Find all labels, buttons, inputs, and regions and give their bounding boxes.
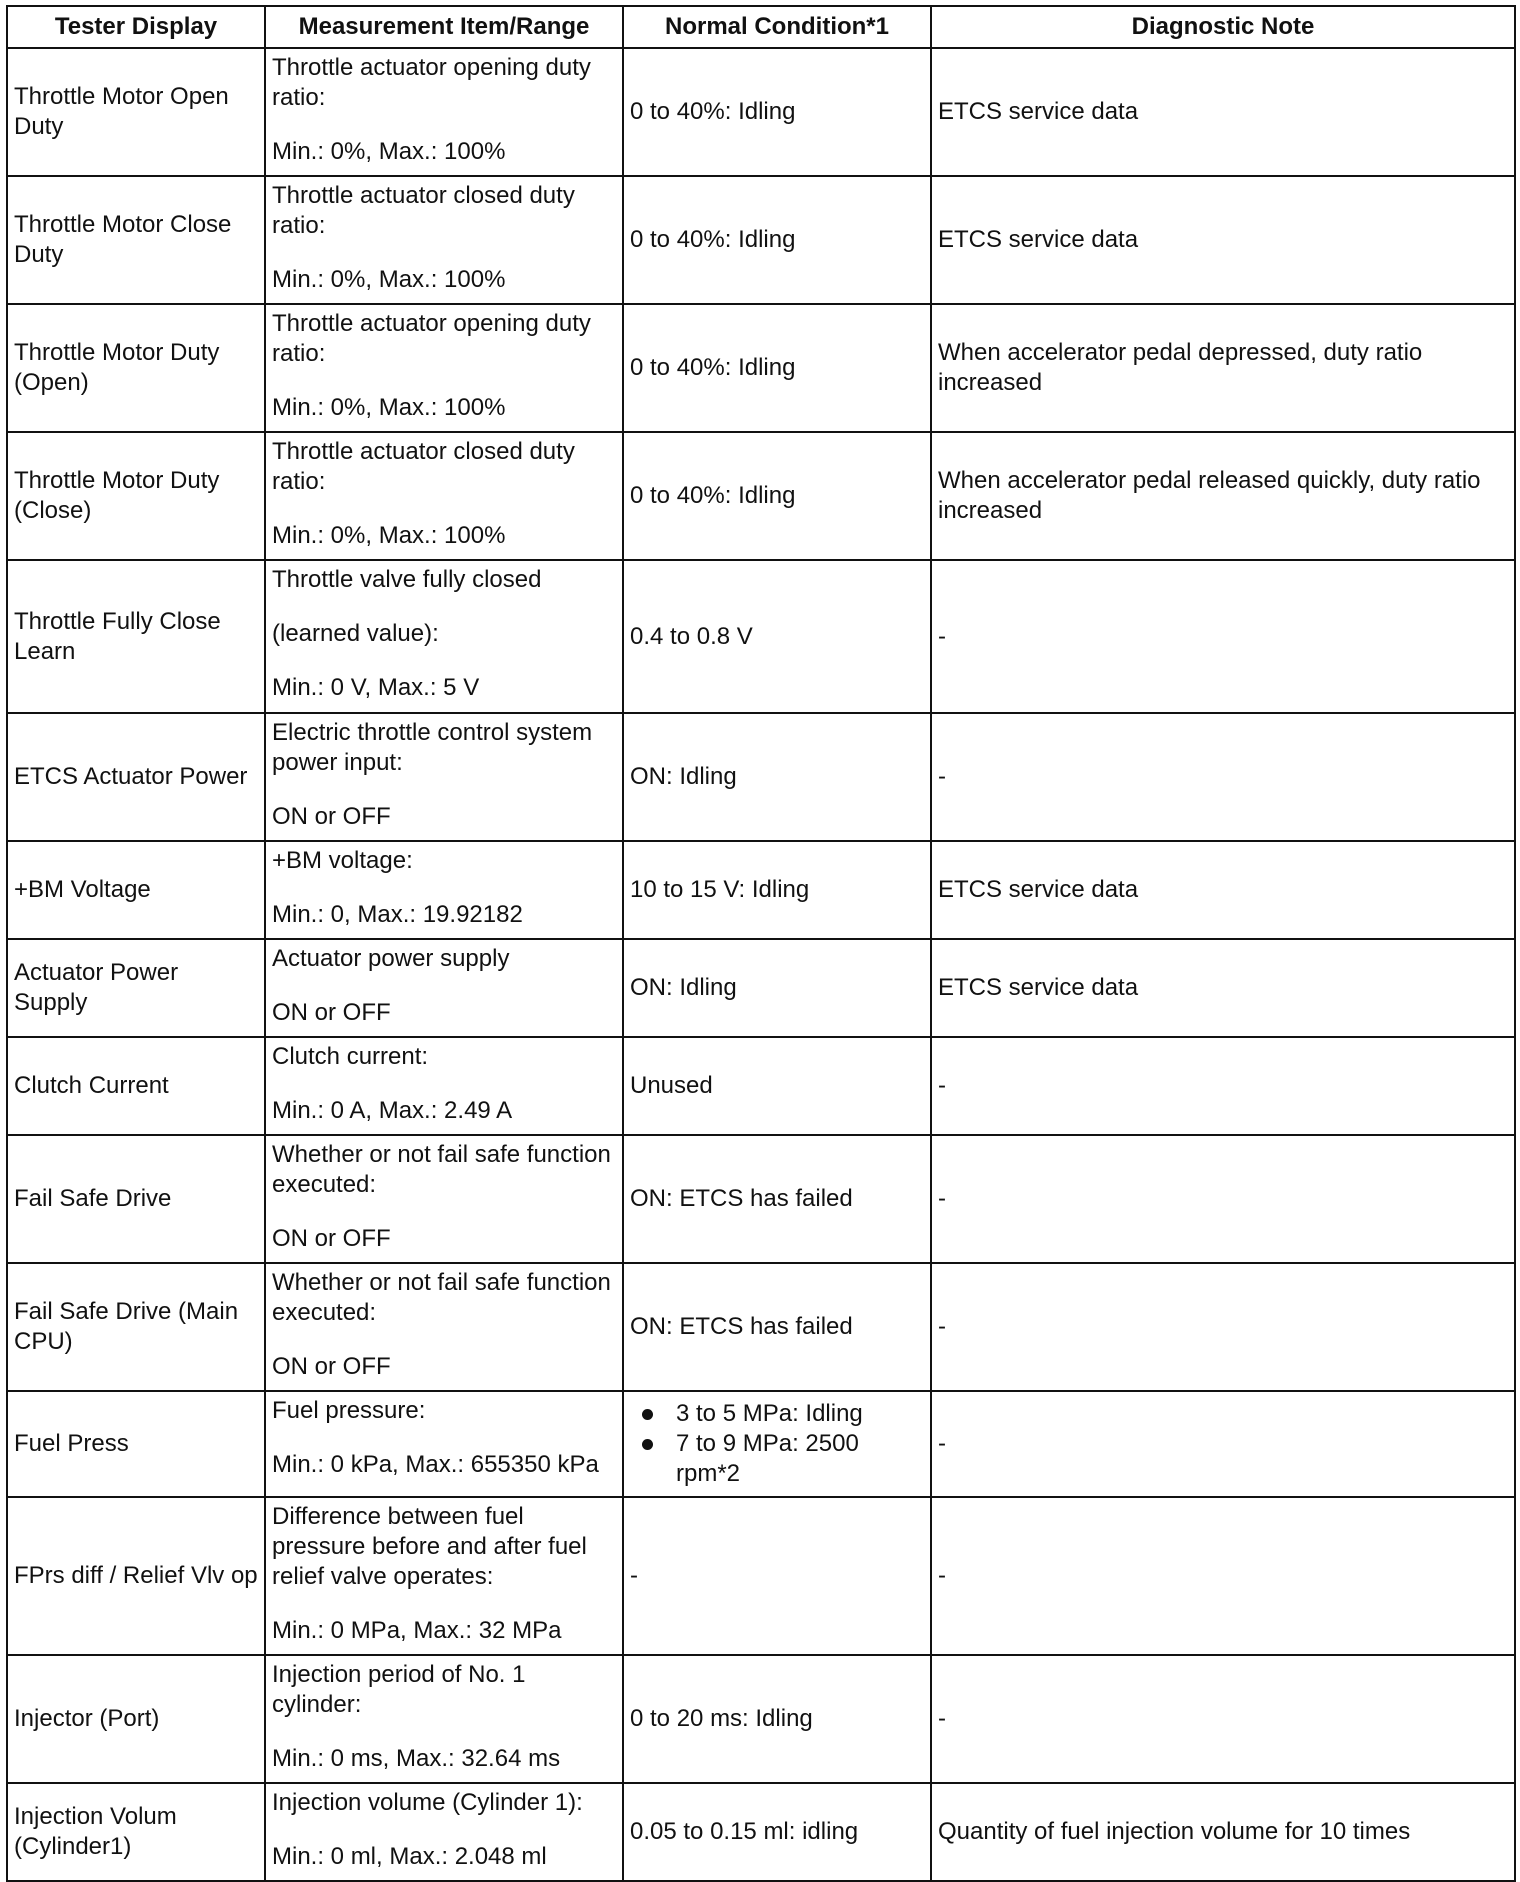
cell-diagnostic-note: ETCS service data	[931, 48, 1515, 176]
measurement-line: Min.: 0 V, Max.: 5 V	[272, 674, 480, 701]
cell-diagnostic-note: When accelerator pedal depressed, duty ratio increased	[931, 304, 1515, 432]
cell-diagnostic-note: -	[931, 1037, 1515, 1135]
measurement-line: Min.: 0, Max.: 19.92182	[272, 901, 523, 928]
measurement-line: Min.: 0 MPa, Max.: 32 MPa	[272, 1617, 562, 1644]
spec-table-page	[6, 5, 1514, 1882]
cell-normal-condition: ON: Idling	[623, 713, 931, 841]
cell-normal-condition	[623, 1391, 931, 1497]
cell-diagnostic-note: -	[931, 1135, 1515, 1263]
table-row	[7, 1655, 1515, 1783]
measurement-line: +BM voltage:	[272, 847, 413, 874]
cell-tester-display: +BM Voltage	[7, 841, 265, 939]
cell-normal-condition: 0.05 to 0.15 ml: idling	[623, 1783, 931, 1881]
cell-normal-condition: ON: ETCS has failed	[623, 1135, 931, 1263]
measurement-line: Min.: 0%, Max.: 100%	[272, 138, 506, 165]
cell-measurement-item	[265, 1655, 623, 1783]
header-measurement-item: Measurement Item/Range	[265, 6, 623, 48]
cell-measurement-item	[265, 432, 623, 560]
cell-measurement-item	[265, 176, 623, 304]
table-row	[7, 560, 1515, 713]
cell-tester-display: FPrs diff / Relief Vlv op	[7, 1497, 265, 1655]
measurement-line: Injection period of No. 1 cylinder:	[272, 1661, 526, 1718]
measurement-line: Clutch current:	[272, 1043, 429, 1070]
measurement-line: Difference between fuel pressure before and after fuel relief valve operates:	[272, 1503, 587, 1590]
table-row	[7, 939, 1515, 1037]
condition-bullet-item: 7 to 9 MPa: 2500 rpm*2	[676, 1429, 924, 1489]
line-gap	[272, 1200, 616, 1224]
line-gap	[272, 1818, 616, 1842]
cell-tester-display: ETCS Actuator Power	[7, 713, 265, 841]
cell-normal-condition: 0 to 40%: Idling	[623, 304, 931, 432]
table-row	[7, 176, 1515, 304]
cell-normal-condition: -	[623, 1497, 931, 1655]
line-gap	[272, 876, 616, 900]
table-row	[7, 432, 1515, 560]
table-row	[7, 1263, 1515, 1391]
measurement-line: Min.: 0%, Max.: 100%	[272, 522, 506, 549]
cell-normal-condition: ON: Idling	[623, 939, 931, 1037]
line-gap	[272, 113, 616, 137]
cell-normal-condition: 0 to 40%: Idling	[623, 48, 931, 176]
measurement-line: Whether or not fail safe function executed:	[272, 1141, 611, 1198]
cell-tester-display: Clutch Current	[7, 1037, 265, 1135]
line-gap	[272, 1072, 616, 1096]
cell-diagnostic-note: ETCS service data	[931, 176, 1515, 304]
cell-normal-condition: 0 to 20 ms: Idling	[623, 1655, 931, 1783]
line-gap	[272, 241, 616, 265]
cell-measurement-item	[265, 939, 623, 1037]
cell-measurement-item	[265, 1783, 623, 1881]
cell-tester-display: Fail Safe Drive (Main CPU)	[7, 1263, 265, 1391]
measurement-line: Min.: 0 A, Max.: 2.49 A	[272, 1097, 513, 1124]
cell-diagnostic-note: -	[931, 1497, 1515, 1655]
line-gap	[272, 595, 616, 619]
cell-measurement-item	[265, 1135, 623, 1263]
table-row	[7, 713, 1515, 841]
measurement-line: Actuator power supply	[272, 945, 510, 972]
header-diagnostic-note: Diagnostic Note	[931, 6, 1515, 48]
cell-measurement-item	[265, 841, 623, 939]
cell-diagnostic-note: When accelerator pedal released quickly, duty ratio increased	[931, 432, 1515, 560]
cell-tester-display: Throttle Motor Duty (Close)	[7, 432, 265, 560]
measurement-line: Min.: 0 ml, Max.: 2.048 ml	[272, 1843, 547, 1870]
table-row	[7, 841, 1515, 939]
measurement-line: Min.: 0 kPa, Max.: 655350 kPa	[272, 1451, 599, 1478]
line-gap	[272, 1592, 616, 1616]
cell-measurement-item	[265, 713, 623, 841]
measurement-line: ON or OFF	[272, 999, 391, 1026]
cell-measurement-item	[265, 1391, 623, 1497]
cell-measurement-item	[265, 560, 623, 713]
measurement-line: Throttle actuator closed duty ratio:	[272, 182, 575, 239]
cell-diagnostic-note: -	[931, 1391, 1515, 1497]
table-header-row	[7, 6, 1515, 48]
cell-tester-display: Fuel Press	[7, 1391, 265, 1497]
measurement-line: Electric throttle control system power input:	[272, 719, 593, 776]
cell-measurement-item	[265, 48, 623, 176]
table-row	[7, 1391, 1515, 1497]
cell-tester-display: Throttle Motor Close Duty	[7, 176, 265, 304]
table-row	[7, 1135, 1515, 1263]
measurement-line: Min.: 0%, Max.: 100%	[272, 394, 506, 421]
measurement-line: (learned value):	[272, 620, 439, 647]
measurement-line: Throttle actuator opening duty ratio:	[272, 310, 591, 367]
cell-tester-display: Throttle Motor Open Duty	[7, 48, 265, 176]
table-row	[7, 1783, 1515, 1881]
line-gap	[272, 369, 616, 393]
table-row	[7, 304, 1515, 432]
cell-tester-display: Injection Volum (Cylinder1)	[7, 1783, 265, 1881]
cell-measurement-item	[265, 1037, 623, 1135]
cell-normal-condition: 0 to 40%: Idling	[623, 432, 931, 560]
cell-normal-condition: 0.4 to 0.8 V	[623, 560, 931, 713]
line-gap	[272, 778, 616, 802]
table-row	[7, 1037, 1515, 1135]
cell-tester-display: Injector (Port)	[7, 1655, 265, 1783]
measurement-line: ON or OFF	[272, 1353, 391, 1380]
condition-bullet-list	[630, 1399, 924, 1489]
line-gap	[272, 1328, 616, 1352]
cell-diagnostic-note: ETCS service data	[931, 939, 1515, 1037]
cell-normal-condition: ON: ETCS has failed	[623, 1263, 931, 1391]
measurement-line: Fuel pressure:	[272, 1397, 426, 1424]
measurement-line: Min.: 0 ms, Max.: 32.64 ms	[272, 1745, 561, 1772]
table-row	[7, 1497, 1515, 1655]
measurement-line: Injection volume (Cylinder 1):	[272, 1789, 583, 1816]
measurement-line: Min.: 0%, Max.: 100%	[272, 266, 506, 293]
cell-tester-display: Throttle Motor Duty (Open)	[7, 304, 265, 432]
cell-diagnostic-note: Quantity of fuel injection volume for 10 times	[931, 1783, 1515, 1881]
measurement-line: ON or OFF	[272, 803, 391, 830]
condition-bullet-item: 3 to 5 MPa: Idling	[676, 1399, 924, 1429]
cell-tester-display: Throttle Fully Close Learn	[7, 560, 265, 713]
cell-tester-display: Fail Safe Drive	[7, 1135, 265, 1263]
measurement-line: Throttle actuator closed duty ratio:	[272, 438, 575, 495]
cell-diagnostic-note: -	[931, 713, 1515, 841]
line-gap	[272, 649, 616, 673]
cell-normal-condition: Unused	[623, 1037, 931, 1135]
cell-tester-display: Actuator Power Supply	[7, 939, 265, 1037]
cell-diagnostic-note: -	[931, 1263, 1515, 1391]
measurement-line: Whether or not fail safe function executed:	[272, 1269, 611, 1326]
table-row	[7, 48, 1515, 176]
cell-measurement-item	[265, 1497, 623, 1655]
measurement-line: Throttle actuator opening duty ratio:	[272, 54, 591, 111]
cell-measurement-item	[265, 304, 623, 432]
line-gap	[272, 497, 616, 521]
measurement-line: Throttle valve fully closed	[272, 566, 542, 593]
cell-diagnostic-note: ETCS service data	[931, 841, 1515, 939]
measurement-line: ON or OFF	[272, 1225, 391, 1252]
cell-normal-condition: 0 to 40%: Idling	[623, 176, 931, 304]
cell-diagnostic-note: -	[931, 1655, 1515, 1783]
line-gap	[272, 974, 616, 998]
line-gap	[272, 1720, 616, 1744]
line-gap	[272, 1426, 616, 1450]
cell-normal-condition: 10 to 15 V: Idling	[623, 841, 931, 939]
header-normal-condition: Normal Condition*1	[623, 6, 931, 48]
data-list-table	[6, 5, 1516, 1882]
header-tester-display: Tester Display	[7, 6, 265, 48]
cell-measurement-item	[265, 1263, 623, 1391]
cell-diagnostic-note: -	[931, 560, 1515, 713]
